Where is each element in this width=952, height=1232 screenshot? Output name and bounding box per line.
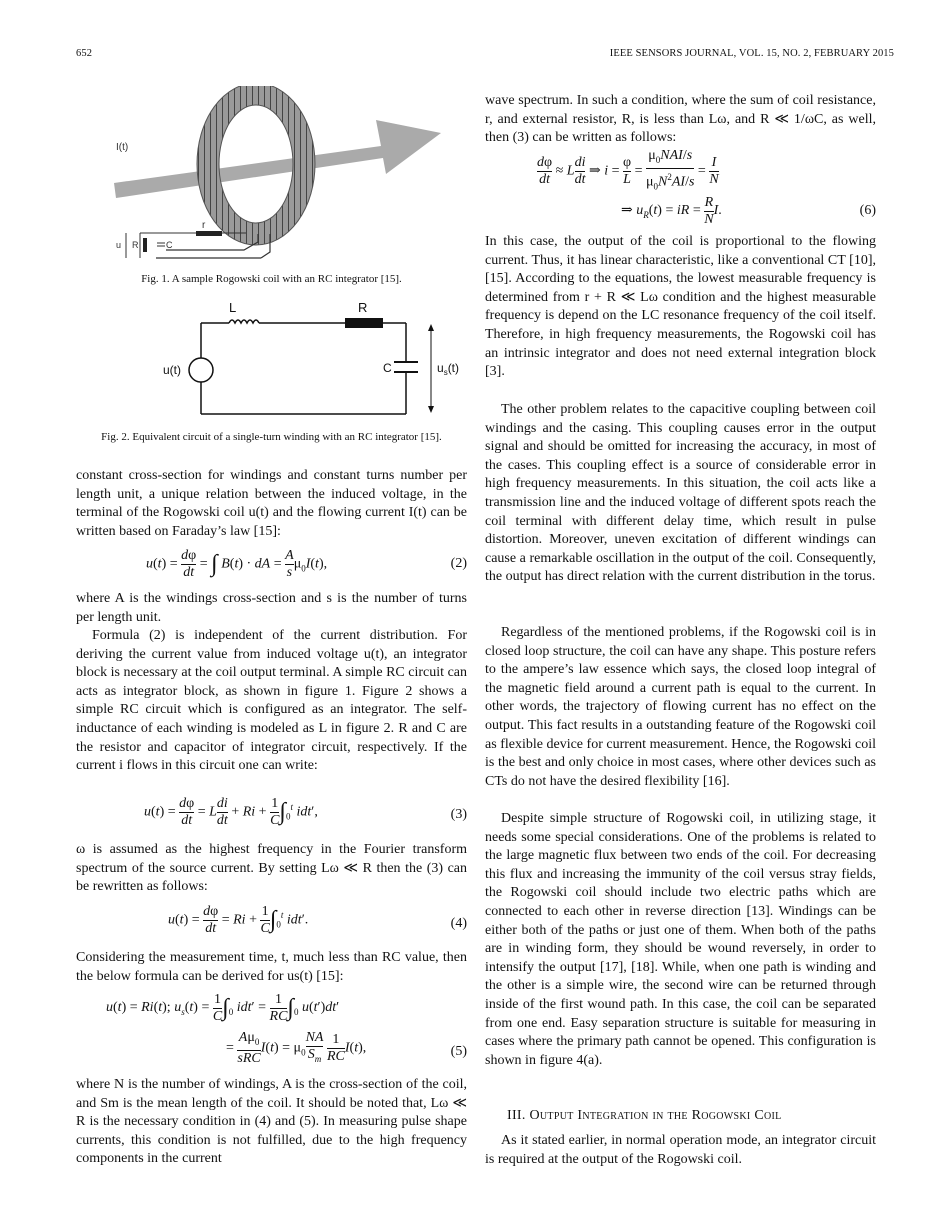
- equation-6: $\frac{d\varphi}{dt}$ ≈ L $\frac{di}{dt}$ ⇒ i = $\frac{\varphi}{L}$ = $\frac{\mu_0NAI/s}{\mu_0N^2AI/s}$ = $\frac{I}{N}$ ⇒ $u_R(t)$ = iR = $\frac{R}{N}$ I.: [537, 148, 722, 227]
- equation-5: u(t) = Ri(t); $u_s(t)$ = $\frac{1}{C}$ $\int_0$ idt′ = $\frac{1}{RC}$ $\int_0$ u(t′)dt′ = $\frac{A\mu_0}{\text{sRC}}$ $I(t) = \mu_0$ $\frac{NA}{S_m}$ $\frac{1}{RC}$ I(t),: [106, 991, 367, 1066]
- right-paragraph-6: As it stated earlier, in normal operation mode, an integrator circuit is required at the output of the Rogowski coil.: [485, 1133, 876, 1167]
- equation-2-number: (2): [450, 556, 467, 571]
- equation-2: u(t) = $\frac{d\varphi}{dt}$ = ∫ B(t) · dA = $\frac{A}{s}$ $\mu_0I(t)$,: [146, 548, 328, 580]
- right-paragraph-1: wave spectrum. In such a condition, where the sum of coil resistance, r, and external resistor, R, is less than Lω, and R ≪ 1/ωC, as well, then (3) can be written as follows:: [485, 93, 876, 146]
- figure-2-equivalent-circuit: [161, 298, 461, 420]
- figure-2-caption: Fig. 2. Equivalent circuit of a single-turn winding with an RC integrator [15].: [101, 431, 442, 443]
- current-arrow: [114, 120, 441, 198]
- left-paragraph-6: where N is the number of windings, A is the cross-section of the coil, and Sm is the mean length of the coil. It should be noted that, Lω ≪ R is the necessary condition in (4) and (5). In measuring pulse shape currents, this condition is not fulfilled, due to the high frequency components in the current: [76, 1077, 467, 1167]
- figure-1-rogowski-coil: [96, 86, 466, 268]
- svg-text:u(t): u(t): [163, 363, 181, 377]
- left-paragraph-5: Considering the measurement time, t, much less than RC value, then the below formula can be derived for us(t) [15]:: [76, 950, 467, 984]
- equation-4-number: (4): [450, 916, 467, 931]
- running-header: IEEE SENSORS JOURNAL, VOL. 15, NO. 2, FEBRUARY 2015: [609, 48, 894, 59]
- section-heading-iii: III. Output Integration in the Rogowski Coil: [507, 1108, 782, 1123]
- figure-1-caption: Fig. 1. A sample Rogowski coil with an RC integrator [15].: [141, 273, 402, 285]
- svg-text:u: u: [116, 240, 122, 250]
- equation-5-number: (5): [450, 1044, 467, 1059]
- resistor-r: [345, 318, 383, 328]
- left-paragraph-1: constant cross-section for windings and constant turns number per length unit, a unique relation between the induced voltage, in the terminal of the Rogowski coil u(t) and the flowing current I(t) can be written based on Faraday’s law [15]:: [76, 468, 467, 539]
- right-paragraph-4: Regardless of the mentioned problems, if the Rogowski coil is in closed loop structure, the coil can have any shape. This posture refers to the ampere’s law essence which says, the closed loop integral of the magnetic field around a current path is equal to the current. In other words, the trajectory of flowing current has no effect on the output. This fact results in a outstanding feature of the Rogowski coil as flexible device for current measurement. Hence, the Rogowski coil is the best and only choice in most cases, where other devices such as CTs do not have the desired flexibility [16].: [485, 625, 876, 789]
- fig1-resistor-r: [196, 231, 222, 236]
- svg-text:R: R: [132, 240, 139, 250]
- equation-6-number: (6): [859, 203, 876, 218]
- svg-text:us(t): $u_s(t)$: [437, 361, 460, 377]
- left-paragraph-4: ω is assumed as the highest frequency in the Fourier transform spectrum of the source current. By setting Lω ≪ R then the (3) can be rewritten as follows:: [76, 842, 467, 895]
- equation-3: u(t) = $\frac{d\varphi}{dt}$ = L $\frac{di}{dt}$ + Ri + $\frac{1}{C}$ $\int_0^t$ idt′,: [144, 796, 318, 828]
- equation-3-number: (3): [450, 807, 467, 822]
- left-paragraph-2: where A is the windings cross-section and s is the number of turns per length unit.: [76, 591, 467, 625]
- svg-text:R: R: [358, 300, 368, 315]
- svg-text:C: C: [383, 361, 392, 375]
- right-paragraph-2: In this case, the output of the coil is proportional to the flowing current. Thus, it has linear characteristic, like a conventional CT [10], [15]. According to the equations, the lowest measurable frequency is determined from r + R ≪ Lω condition and the highest measurable frequency is depend on the LC resonance frequency of the coil itself. Therefore, in high frequency measurements, the Rogowski coil has an intrinsic integrator and does not need external integration block [3].: [485, 234, 876, 380]
- svg-text:r: r: [202, 220, 206, 231]
- inductor-l: [229, 320, 259, 323]
- svg-text:C: C: [166, 240, 173, 250]
- source-u: [189, 358, 213, 382]
- fig1-current-label: I(t): [116, 142, 129, 153]
- page-number: 652: [76, 48, 93, 59]
- right-paragraph-3: The other problem relates to the capacitive coupling between coil windings and the casing. This coupling causes error in the output signal and should be omitted for increasing the accuracy, in most of the cases. This coupling effect is a source of considerable error in high frequency measurements. In this situation, the coil acts like a transmission line and the induced voltage of different spots reach the coil terminal with different delay time, which result in pulse distortion. Moreover, uneven excitation of different windings can cause a remarkable oscillation in the output of the coil. Consequently, the output has direct relation with the current distribution in the torus.: [485, 402, 876, 585]
- svg-text:L: L: [229, 300, 237, 315]
- equation-4: u(t) = $\frac{d\varphi}{dt}$ = Ri + $\frac{1}{C}$ $\int_0^t$ idt′.: [168, 904, 309, 936]
- right-paragraph-5: Despite simple structure of Rogowski coil, in utilizing stage, it needs some special considerations. One of the problems is related to the large magnetic flux between two ends of the coil. For decreasing this flux and increasing the immunity of the coil versus stray fields, the Rogowski coil should include two electric paths which are connected to each other in reverse direction [13]. Windings can be either both of the paths or just one of them. When both of the paths are in winding form, they should be wound reversely, in order to intensify the output [17], [18]. While, when one path is winding and the other is a simple wire, the second wire can be returned through inside of the first wound path. In this case, the coil can be separated from one end. Easy separation structure is suitable for measuring in cases where the primary path cannot be opened. This configuration is shown in figure 4(a).: [485, 811, 876, 1068]
- left-paragraph-3: Formula (2) is independent of the current distribution. For deriving the current value from induced voltage u(t), an integrator block is necessary at the coil output terminal. A simple RC circuit can acts as integrator block, as shown in figure 1. Figure 2 shows a simple RC circuit which is configured as an integrator. The self-inductance of each winding is modeled as L in figure 2. R and C are the resistor and capacitor of integrator circuit, respectively. If the current i flows in this circuit one can write:: [76, 628, 467, 774]
